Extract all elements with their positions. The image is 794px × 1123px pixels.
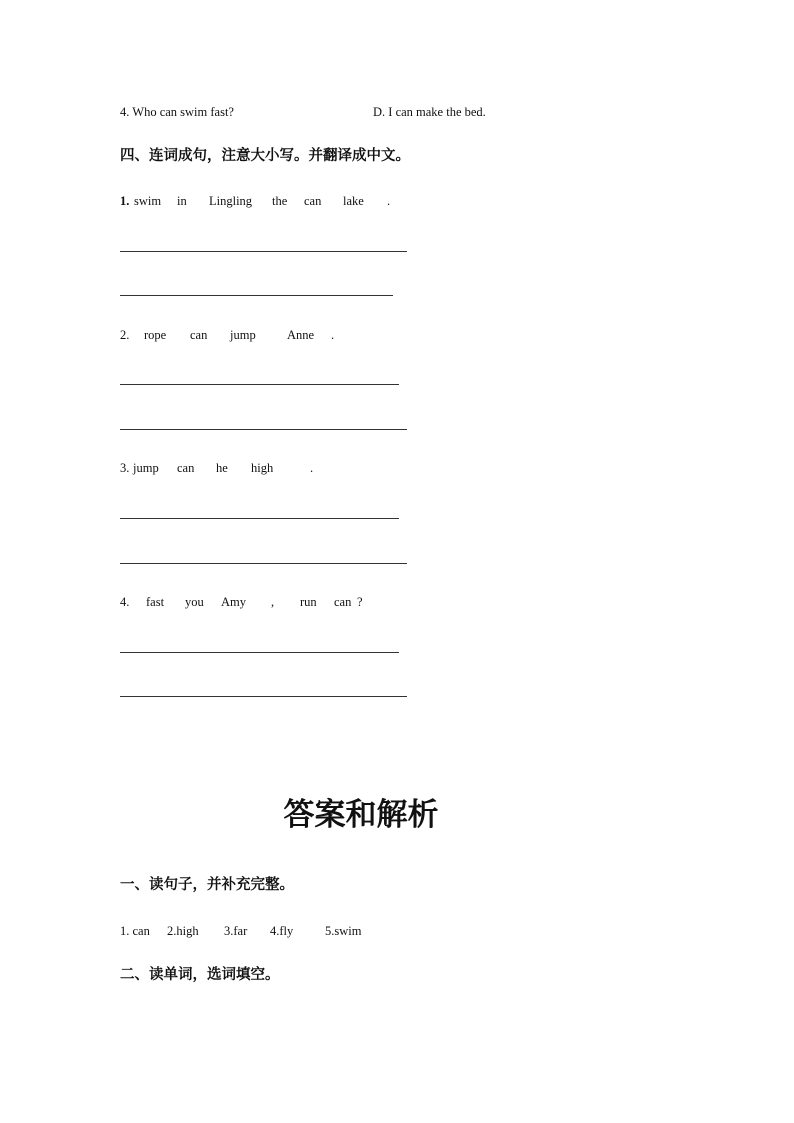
question-4-text: 4. Who can swim fast? bbox=[120, 105, 234, 119]
item-number: 2. bbox=[120, 328, 130, 342]
answers-section-1-list bbox=[120, 923, 420, 939]
answers-section-1-heading: 一、读句子，并补充完整。 bbox=[120, 876, 294, 893]
translation-line bbox=[120, 295, 393, 296]
item-number: 3. bbox=[120, 461, 130, 475]
answer-item: 4.fly bbox=[270, 924, 294, 938]
answer-line bbox=[120, 652, 399, 653]
word: can bbox=[334, 595, 352, 609]
word: rope bbox=[144, 328, 167, 342]
answer-line bbox=[120, 518, 399, 519]
answer-line bbox=[120, 251, 407, 252]
word: high bbox=[251, 461, 274, 475]
word: . bbox=[387, 194, 391, 208]
translation-line bbox=[120, 429, 407, 430]
word: the bbox=[272, 194, 288, 208]
word: in bbox=[177, 194, 187, 208]
word: ? bbox=[357, 595, 363, 609]
answers-title: 答案和解析 bbox=[283, 797, 439, 833]
scrambled-sentence-1 bbox=[120, 193, 420, 209]
answer-item: 2.high bbox=[167, 924, 199, 938]
option-d-text: D. I can make the bed. bbox=[373, 105, 486, 119]
section-4-heading: 四、连词成句，注意大小写。并翻译成中文。 bbox=[120, 147, 410, 164]
translation-line bbox=[120, 696, 407, 697]
answer-item: 3.far bbox=[224, 924, 248, 938]
translation-line bbox=[120, 563, 407, 564]
word: can bbox=[304, 194, 322, 208]
answer-item: 1. can bbox=[120, 924, 150, 938]
word: can bbox=[177, 461, 195, 475]
scrambled-sentence-3 bbox=[120, 460, 420, 476]
answer-line bbox=[120, 384, 399, 385]
item-number: 4. bbox=[120, 595, 130, 609]
answer-item: 5.swim bbox=[325, 924, 362, 938]
answers-section-2-heading: 二、读单词，选词填空。 bbox=[120, 966, 280, 983]
word: Amy bbox=[221, 595, 246, 609]
word: Lingling bbox=[209, 194, 253, 208]
word: Anne bbox=[287, 328, 315, 342]
word: jump bbox=[133, 461, 159, 475]
word: . bbox=[331, 328, 335, 342]
word: lake bbox=[343, 194, 364, 208]
scrambled-sentence-2 bbox=[120, 327, 420, 343]
word: run bbox=[300, 595, 317, 609]
word: you bbox=[185, 595, 204, 609]
word: , bbox=[271, 595, 275, 609]
word: jump bbox=[230, 328, 256, 342]
scrambled-sentence-4 bbox=[120, 594, 420, 610]
word: swim bbox=[134, 194, 162, 208]
item-number: 1. bbox=[120, 194, 130, 208]
word: can bbox=[190, 328, 208, 342]
word: fast bbox=[146, 595, 165, 609]
word: he bbox=[216, 461, 228, 475]
word: . bbox=[310, 461, 314, 475]
